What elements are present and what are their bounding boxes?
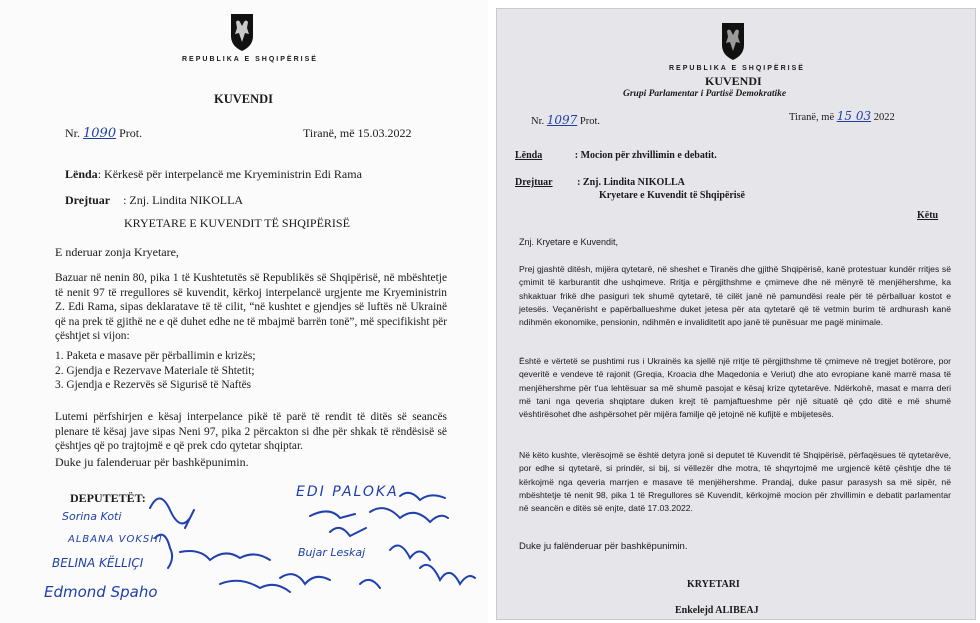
addressee-label: Drejtuar [65,193,111,207]
place-date [789,109,895,123]
body-paragraph-3: Në këto kushte, vlerësojmë se është detyra jonë si deputet të Kuvendit të Shqipërisë, përfaqësues të qytetarëve, por edhe si qytetarë, si prindër, si bij, si vëllezër dhe motra, të shqyrtojmë me urgjencë këtë çështje dhe të kërkojmë nga qeveria marrjen e masave të menjëhershme. Prandaj, duke pasur parasysh sa më sipër, në mbështetje të nenit 98, pika 1 të Rregullores së Kuvendit, kërkojmë mocion për zhvillimin e debatit parlamentar në seancën e ditës së enjte, datë 17.03.2022. [519,450,951,514]
signatory-title: KRYETARI [687,579,740,590]
addressee-title: Kryetare e Kuvendit të Shqipërisë [599,190,745,201]
institution-name: KUVENDI [705,74,762,88]
closing-thanks: Duke ju falënderuar për bashkëpunimin. [519,541,688,552]
subject-label: Lënda [65,167,98,181]
institution-name: KUVENDI [214,92,274,106]
protocol-number: 1097 [546,113,578,127]
place-date: Tiranë, më 15.03.2022 [303,126,412,140]
protocol-line [65,126,142,141]
handwritten-name: Bujar Leskaj [298,546,366,559]
date-year: 2022 [873,112,895,123]
body-paragraph-2: Lutemi përfshirjen e kësaj interpelance pikë të parë të rendit të ditës së seancës plenare të kësaj jave sipas Neni 97, pika 2 përcakton si dhe për shkak të rëndësisë së çështjes që po trajtojmë e që prek cdo qytetar shqiptar. [55,411,447,453]
handwritten-name: BELINA KËLLIÇI [52,556,144,570]
body-paragraph-2: Është e vërtetë se pushtimi rus i Ukrainës ka sjellë një rritje të përgjithshme të çmimeve në tregjet botërore, por qeveritë e vendeve të rajonit (Greqia, Kroacia dhe Maqedonia e Veriut) dhe ato evropiane kanë marrë masa të menjëhershme për t'ua lehtësuar sa më shumë pasojat e kësaj krize qytetarëve. Ndërkohë, masat e marra deri më tani nga qeveria shqiptare duken krejt të pamjaftueshme për një situatë që çdo ditë e më shumë vështirësohet dhe ashpërsohet për mijëra familje që jetojnë në kufijtë e mbijetesës. [519,356,951,420]
body-paragraph-1: Prej gjashtë ditësh, mijëra qytetarë, në sheshet e Tiranës dhe gjithë Shqipërisë, kanë protestuar kundër rritjes së çmimit të karburantit dhe ushqimeve. Rritja e përgjithshme e çmimeve dhe në mënyrë të menjëhershme, ka shkaktuar frikë dhe pasiguri tek shumë qytetarë, të cilët janë në pamundësi reale për të përballuar kostot e jetesës. Veçanërisht e papërballueshme duket jetesa për ata qytetarë që të vetmin burim të ardhurash kanë ndihmën ekonomike, pensionin, ndihmën e invaliditetit apo janë të punësuar me pagë minimale. [519,264,951,328]
nr-prefix: Nr. [65,126,80,140]
issue-list [55,349,256,393]
list-item: 3. Gjendja e Rezervës së Sigurisë të Naftës [55,379,252,392]
signatory-name: Enkelejd ALIBEAJ [675,605,759,616]
handwritten-name: Sorina Koti [62,510,122,523]
handwritten-name: ALBANA VOKSHI [68,534,163,545]
republic-name: REPUBLIKA E SHQIPËRISË [182,56,318,63]
right-letter [496,8,976,620]
deputy-signatures [130,488,480,618]
list-item: 2. Gjendja e Rezervave Materiale të Shtetit; [55,364,255,377]
prot-label: Prot. [579,116,601,127]
republic-name: REPUBLIKA E SHQIPËRISË [669,65,805,72]
addressee-line [65,193,243,208]
prot-label: Prot. [119,126,143,140]
addressee-name: : Znj. Lindita NIKOLLA [577,177,685,188]
body-paragraph-1: Bazuar në nenin 80, pika 1 të Kushtetutës së Republikës së Shqipërisë, në mbështetje të nenit 97 të rregullores së kuvendit, kërkoj interpelancë urgjente me Kryeministrin Z. Edi Rama, sipas deklaratave të të cilit, “në kushtet e gjendjes së luftës në Ukrainë që na prek të gjithë ne e që duhet edhe ne të mbajmë barrën tonë”, më specifikisht për çështjet si vijon: [55,272,447,343]
salutation: Znj. Kryetare e Kuvendit, [519,237,619,247]
left-letter [0,0,488,623]
addressee-label: Drejtuar [515,177,553,188]
parliamentary-group: Grupi Parlamentar i Partisë Demokratike [623,89,787,99]
handwritten-name: EDI PALOKA [296,484,399,500]
protocol-line [531,113,600,127]
addressee-title: KRYETARE E KUVENDIT TË SHQIPËRISË [124,216,350,230]
double-headed-eagle-emblem-icon [228,12,256,52]
addressee-line [515,177,685,188]
double-headed-eagle-emblem-icon [719,21,747,61]
deputies-label: DEPUTETËT: [70,491,146,505]
handwritten-name: Edmond Spaho [44,583,158,601]
addressee-name: : Znj. Lindita NIKOLLA [123,193,244,207]
date-handwritten: 15 03 [836,109,872,123]
subject-text: : Kërkesë për interpelancë me Kryeministrin Edi Rama [97,167,362,181]
salutation: E nderuar zonja Kryetare, [55,245,179,259]
list-item: 1. Paketa e masave për përballimin e krizës; [55,350,256,362]
nr-prefix: Nr. [531,116,545,127]
subject-line [515,150,717,161]
closing-thanks: Duke ju falenderuar për bashkëpunimin. [55,455,249,469]
subject-label: Lënda [515,150,543,161]
subject-line [65,167,362,182]
protocol-number: 1090 [83,126,117,141]
here-label: Këtu [917,210,939,221]
place-prefix: Tiranë, më [789,112,835,123]
subject-text: : Mocion për zhvillimin e debatit. [574,150,717,161]
